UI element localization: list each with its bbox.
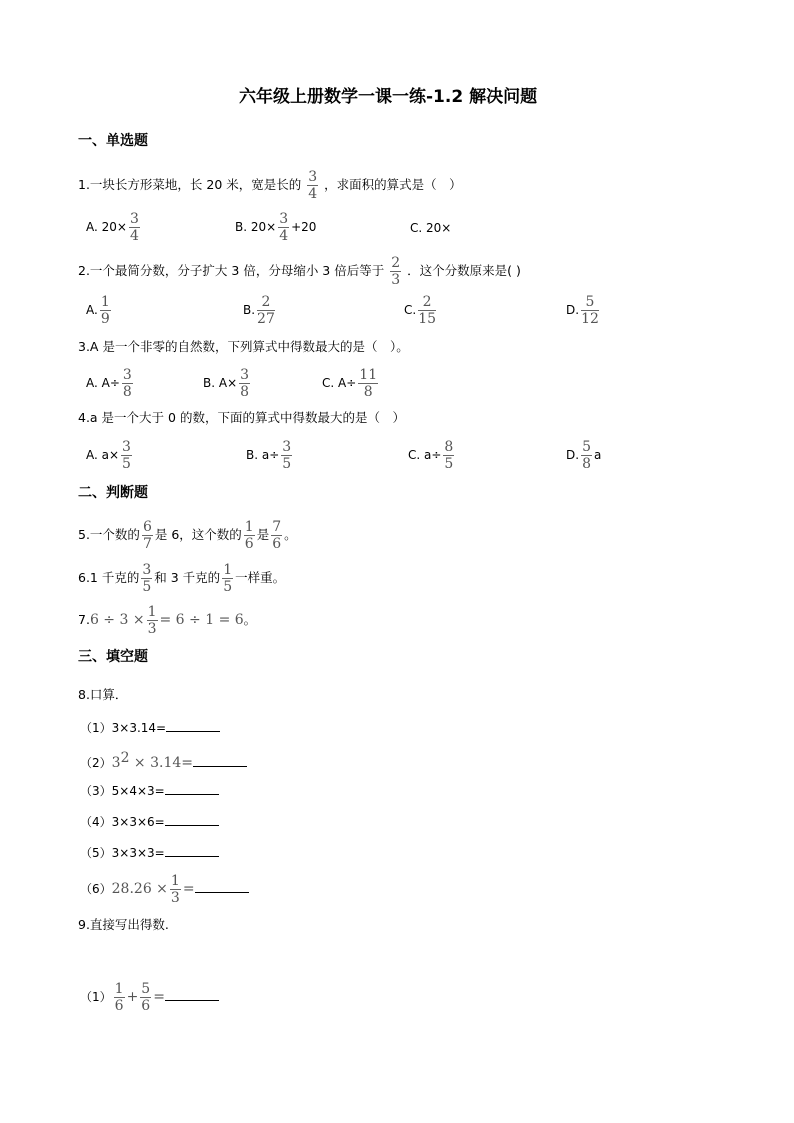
page-title: 六年级上册数学一课一练-1.2 解决问题 — [239, 87, 538, 107]
denominator: 3 — [391, 272, 401, 288]
fraction — [257, 295, 275, 326]
fraction — [170, 874, 181, 905]
fraction — [581, 295, 599, 326]
question-1 — [78, 170, 462, 201]
section-heading-fill-blank: 三、填空题 — [78, 649, 148, 665]
option-2b — [243, 295, 277, 326]
option-2c — [404, 295, 438, 326]
answer-blank[interactable] — [166, 719, 220, 732]
option-label: C. A÷ — [322, 376, 357, 390]
denominator: 3 — [147, 621, 157, 637]
question-8-item-3 — [80, 782, 219, 799]
question-text: 和 3 千克的 — [154, 570, 221, 585]
numerator: 1 — [170, 873, 180, 889]
fraction — [129, 212, 140, 243]
question-5 — [78, 520, 297, 551]
answer-blank[interactable] — [193, 754, 247, 767]
denominator: 8 — [240, 384, 250, 400]
numerator: 5 — [585, 294, 595, 310]
fraction — [358, 368, 378, 399]
math-expression: 28.26 × — [111, 881, 168, 897]
question-6 — [78, 563, 285, 594]
numerator: 3 — [142, 562, 152, 578]
question-text: 。 — [243, 612, 257, 627]
fraction — [443, 440, 454, 471]
fraction — [271, 520, 282, 551]
numerator: 3 — [282, 439, 292, 455]
item-text: （5）3×3×3= — [80, 846, 165, 860]
numerator: 3 — [279, 211, 289, 227]
question-8-item-1 — [80, 719, 220, 736]
question-text: 5.一个数的 — [78, 527, 140, 542]
numerator: 2 — [261, 294, 271, 310]
option-4c — [408, 440, 456, 471]
fraction — [222, 563, 233, 594]
option-label: B. A× — [203, 376, 238, 390]
option-3c — [322, 368, 380, 399]
option-2a — [86, 295, 113, 326]
numerator: 5 — [582, 439, 591, 455]
option-4b — [246, 440, 294, 471]
question-8-item-4 — [80, 813, 219, 830]
option-2d — [566, 295, 601, 326]
answer-blank[interactable] — [165, 782, 219, 795]
denominator: 8 — [582, 456, 591, 472]
question-8-item-6 — [80, 874, 249, 905]
question-3: 3.A 是一个非零的自然数，下列算式中得数最大的是（ ）。 — [78, 339, 409, 354]
item-text: （6） — [80, 882, 112, 896]
question-8: 8.口算． — [78, 687, 128, 702]
numerator: 1 — [114, 981, 124, 997]
question-8-item-5 — [80, 844, 219, 861]
fraction — [147, 605, 158, 636]
numerator: 3 — [129, 211, 139, 227]
option-label: B. a÷ — [246, 448, 280, 462]
fraction — [581, 440, 592, 471]
option-label: C. a÷ — [408, 448, 442, 462]
numerator: 3 — [308, 169, 318, 185]
fraction — [281, 440, 292, 471]
option-4a — [86, 440, 134, 471]
math-expression: = 6 ÷ 1 = 6 — [159, 612, 244, 628]
fraction — [100, 295, 111, 326]
math-expression: = — [182, 881, 195, 897]
numerator: 1 — [223, 562, 233, 578]
option-suffix: +20 — [291, 220, 317, 234]
fraction — [390, 256, 401, 287]
answer-blank[interactable] — [165, 844, 219, 857]
denominator: 8 — [122, 384, 132, 400]
option-label: B. 20× — [235, 220, 277, 234]
option-label: A. a× — [86, 448, 120, 462]
numerator: 7 — [272, 519, 282, 535]
denominator: 6 — [244, 536, 254, 552]
denominator: 3 — [170, 890, 180, 906]
option-1a — [86, 212, 142, 243]
section-heading-true-false: 二、判断题 — [78, 485, 148, 501]
fraction — [142, 520, 153, 551]
answer-blank[interactable] — [165, 988, 219, 1001]
numerator: 1 — [244, 519, 254, 535]
option-label: B. — [243, 303, 256, 317]
item-text: （1）3×3.14= — [80, 721, 167, 735]
numerator: 1 — [100, 294, 110, 310]
denominator: 5 — [142, 579, 152, 595]
answer-blank[interactable] — [195, 880, 249, 893]
item-text: （2） — [80, 756, 112, 770]
numerator: 1 — [147, 604, 157, 620]
fraction — [244, 520, 255, 551]
denominator: 15 — [418, 311, 437, 327]
question-2-text: 2.一个最简分数，分子扩大 3 倍，分母缩小 3 倍后等于 — [78, 263, 385, 278]
option-suffix: a — [593, 448, 602, 462]
option-1c: C. 20× — [410, 221, 452, 235]
numerator: 3 — [122, 367, 132, 383]
denominator: 5 — [444, 456, 454, 472]
math-expression: 3 — [111, 755, 121, 771]
numerator: 5 — [141, 981, 151, 997]
denominator: 9 — [100, 311, 110, 327]
denominator: 6 — [141, 998, 151, 1014]
equals-sign: = — [153, 989, 165, 1005]
numerator: 2 — [391, 255, 401, 271]
option-4d — [566, 440, 601, 471]
question-9-item-1 — [80, 982, 219, 1013]
math-expression: × 3.14= — [129, 755, 194, 771]
question-2-suffix: ．这个分数原来是( ) — [407, 263, 521, 278]
denominator: 4 — [129, 228, 139, 244]
numerator: 3 — [122, 439, 131, 455]
fraction — [307, 170, 318, 201]
exponent: 2 — [120, 750, 130, 766]
answer-blank[interactable] — [165, 813, 219, 826]
denominator: 5 — [282, 456, 292, 472]
question-4: 4.a 是一个大于 0 的数，下面的算式中得数最大的是（ ） — [78, 410, 405, 425]
denominator: 6 — [272, 536, 282, 552]
denominator: 5 — [223, 579, 233, 595]
option-label: D. — [566, 303, 580, 317]
fraction — [122, 368, 133, 399]
option-3a — [86, 368, 135, 399]
option-label: D. — [566, 448, 580, 462]
question-1-suffix: ，求面积的算式是（ ） — [324, 177, 462, 192]
question-9: 9.直接写出得数. — [78, 917, 169, 932]
option-3b — [203, 368, 252, 399]
question-2 — [78, 256, 521, 287]
denominator: 4 — [308, 186, 318, 202]
numerator: 6 — [142, 519, 152, 535]
option-label: A. 20× — [86, 220, 127, 234]
denominator: 12 — [581, 311, 599, 327]
question-1-text: 1.一块长方形菜地，长 20 米，宽是长的 — [78, 177, 302, 192]
question-text: 。 — [284, 527, 297, 542]
option-label: A. A÷ — [86, 376, 120, 390]
question-text: 一样重。 — [235, 570, 286, 585]
fraction — [141, 563, 152, 594]
question-text: 6.1 千克的 — [78, 570, 140, 585]
fraction — [114, 982, 125, 1013]
denominator: 7 — [142, 536, 152, 552]
question-number: 7. — [78, 612, 90, 627]
numerator: 8 — [444, 439, 454, 455]
numerator: 11 — [359, 367, 378, 383]
item-text: （3）5×4×3= — [80, 784, 165, 798]
option-label: A. — [86, 303, 98, 317]
math-expression: 6 ÷ 3 × — [89, 612, 145, 628]
section-heading-single-choice: 一、单选题 — [78, 133, 148, 149]
plus-sign: + — [126, 989, 139, 1005]
question-7 — [78, 605, 256, 636]
question-8-item-2 — [80, 750, 247, 771]
item-text: （4）3×3×6= — [80, 815, 165, 829]
fraction — [278, 212, 289, 243]
numerator: 3 — [240, 367, 250, 383]
option-label: C. — [404, 303, 417, 317]
fraction — [140, 982, 151, 1013]
fraction — [239, 368, 250, 399]
denominator: 6 — [114, 998, 124, 1014]
question-text: 是 6，这个数的 — [154, 527, 242, 542]
option-1b — [235, 212, 316, 243]
denominator: 27 — [257, 311, 275, 327]
fraction — [418, 295, 436, 326]
item-text: （1） — [80, 990, 112, 1004]
denominator: 4 — [279, 228, 289, 244]
numerator: 2 — [422, 294, 432, 310]
denominator: 5 — [122, 456, 131, 472]
denominator: 8 — [363, 384, 373, 400]
question-text: 是 — [256, 527, 270, 542]
fraction — [121, 440, 132, 471]
